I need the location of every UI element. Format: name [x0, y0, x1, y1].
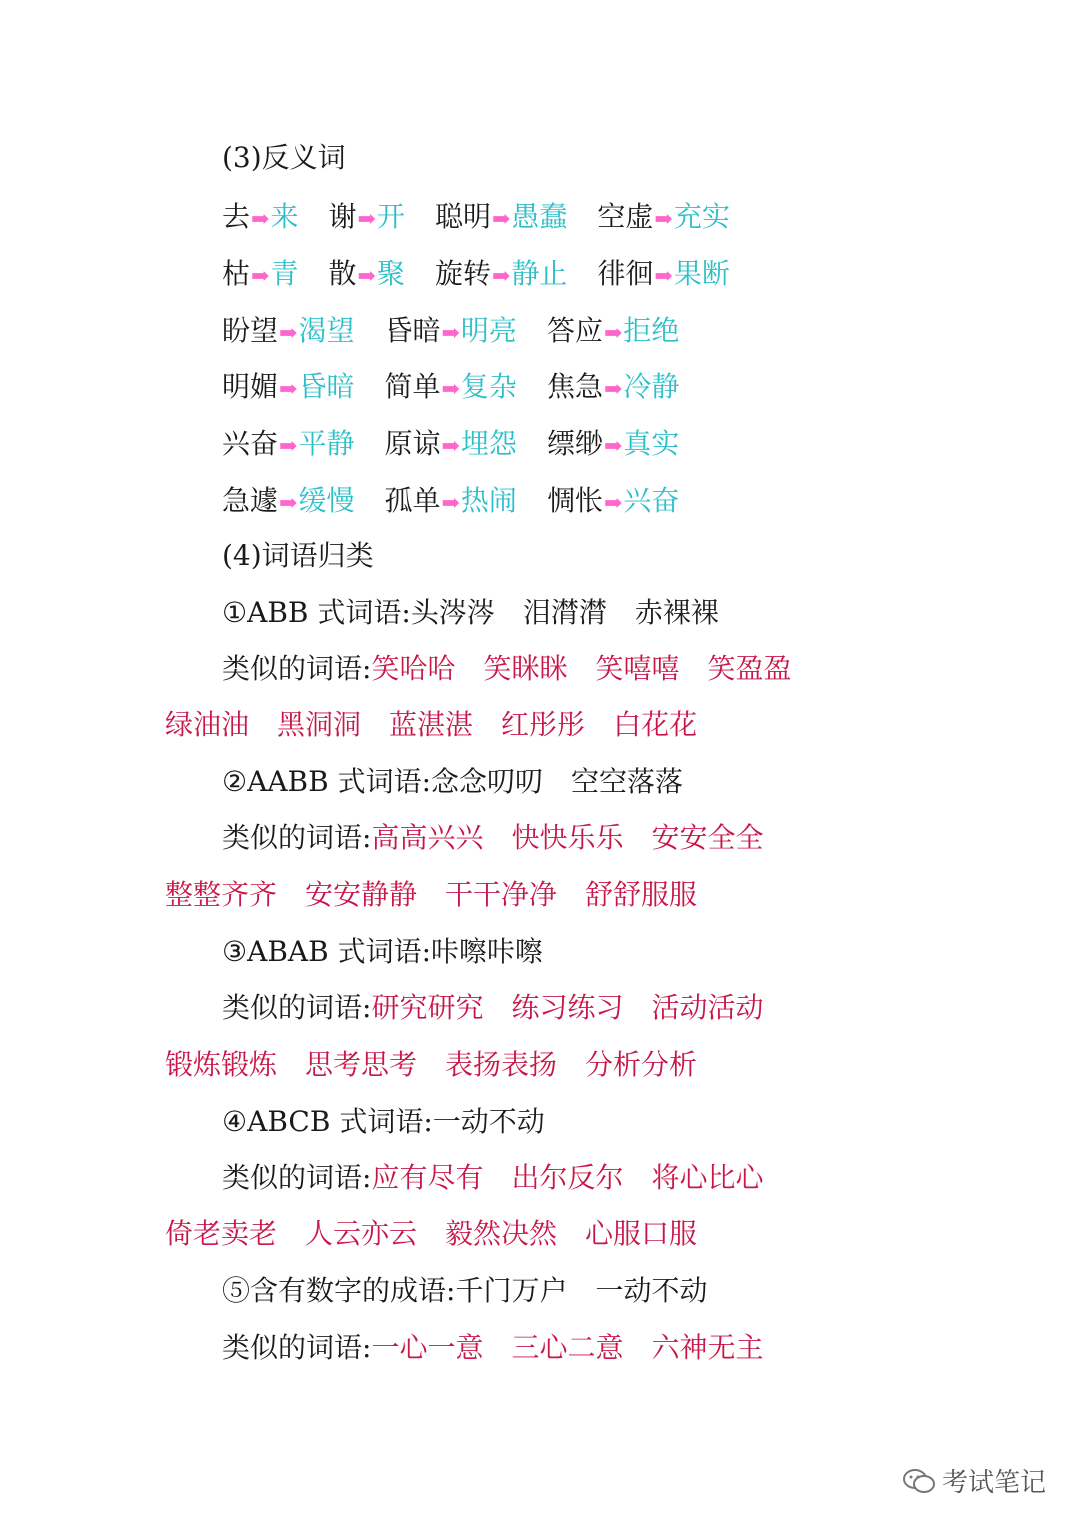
antonym-row	[222, 367, 709, 410]
antonym-row	[222, 311, 709, 354]
antonym-answer: 聚	[376, 257, 405, 290]
example-word: 念念叨叨	[431, 765, 544, 798]
similar-word: 思考思考	[305, 1048, 418, 1081]
antonym-word: 简单	[384, 370, 441, 403]
arrow-icon: ➡	[603, 377, 623, 402]
similar-word: 整整齐齐	[165, 878, 278, 911]
antonym-word: 徘徊	[597, 257, 654, 290]
antonym-pair	[597, 197, 729, 240]
antonym-answer: 开	[376, 200, 405, 233]
similar-line-continued	[165, 1045, 725, 1085]
similar-word: 干干净净	[445, 878, 558, 911]
antonym-answer: 冷静	[623, 370, 680, 403]
arrow-icon: ➡	[441, 377, 460, 402]
similar-line-continued	[165, 1214, 725, 1254]
antonym-pair	[328, 254, 404, 297]
group-title-line	[222, 1271, 735, 1311]
section-heading	[222, 536, 374, 576]
antonym-word: 兴奋	[222, 427, 279, 460]
antonym-pair	[384, 367, 516, 410]
example-word: 赤裸裸	[634, 596, 719, 629]
similar-word: 蓝湛湛	[389, 708, 474, 741]
similar-word: 出尔反尔	[511, 1161, 624, 1194]
similar-line	[222, 1328, 791, 1368]
antonym-word: 急遽	[222, 484, 279, 517]
antonym-pair	[222, 197, 298, 240]
similar-word: 毅然决然	[445, 1217, 558, 1250]
similar-label: 类似的词语:	[222, 1331, 372, 1364]
antonym-word: 散	[328, 257, 357, 290]
antonym-answer: 埋怨	[460, 427, 517, 460]
antonym-answer: 渴望	[298, 314, 355, 347]
group-title: ⑤含有数字的成语:	[222, 1274, 456, 1307]
group-title-line	[222, 593, 747, 633]
similar-word: 安安静静	[305, 878, 418, 911]
watermark	[902, 1462, 1046, 1499]
antonym-answer: 充实	[673, 200, 730, 233]
example-word: 空空落落	[571, 765, 684, 798]
antonym-answer: 平静	[298, 427, 355, 460]
similar-word: 分析分析	[585, 1048, 698, 1081]
similar-label: 类似的词语:	[222, 821, 372, 854]
antonym-word: 孤单	[384, 484, 441, 517]
group-title: ①ABB 式词语:	[222, 596, 411, 629]
antonym-row	[222, 254, 760, 297]
example-word: 泪潸潸	[522, 596, 607, 629]
antonym-answer: 昏暗	[298, 370, 355, 403]
arrow-icon: ➡	[441, 491, 460, 516]
antonym-pair	[384, 311, 516, 354]
section-heading	[222, 138, 346, 178]
antonym-word: 缥缈	[546, 427, 603, 460]
antonym-word: 原谅	[384, 427, 441, 460]
antonym-answer: 真实	[623, 427, 680, 460]
similar-label: 类似的词语:	[222, 991, 372, 1024]
antonym-pair	[547, 481, 679, 524]
arrow-icon: ➡	[279, 434, 298, 459]
arrow-icon: ➡	[654, 207, 673, 232]
arrow-icon: ➡	[654, 264, 673, 289]
watermark-text: 考试笔记	[941, 1468, 1046, 1498]
similar-line-continued	[165, 705, 725, 745]
antonym-answer: 热闹	[460, 484, 517, 517]
arrow-icon: ➡	[491, 207, 511, 232]
similar-word: 应有尽有	[371, 1161, 484, 1194]
similar-word: 倚老卖老	[165, 1217, 278, 1250]
similar-word: 练习练习	[511, 991, 624, 1024]
antonym-answer: 缓慢	[298, 484, 355, 517]
example-word: 咔嚓咔嚓	[431, 935, 544, 968]
antonym-pair	[547, 424, 679, 467]
antonym-pair	[547, 367, 679, 410]
antonym-answer: 兴奋	[623, 484, 680, 517]
antonym-heading: (3)反义词	[222, 141, 346, 174]
antonym-pair	[328, 197, 404, 240]
antonym-pair	[547, 311, 679, 354]
antonym-word: 焦急	[546, 370, 603, 403]
antonym-word: 枯	[222, 257, 251, 290]
antonym-pair	[222, 367, 354, 410]
arrow-icon: ➡	[357, 207, 376, 232]
similar-word: 锻炼锻炼	[165, 1048, 278, 1081]
antonym-answer: 静止	[511, 257, 568, 290]
similar-label: 类似的词语:	[222, 1161, 372, 1194]
antonym-row	[222, 481, 709, 524]
group-title: ④ABCB 式词语:	[222, 1105, 433, 1138]
group-title: ③ABAB 式词语:	[222, 935, 432, 968]
classify-heading: (4)词语归类	[222, 539, 374, 572]
example-word: 一动不动	[432, 1105, 545, 1138]
antonym-answer: 拒绝	[623, 314, 680, 347]
group-title: ②AABB 式词语:	[222, 765, 432, 798]
similar-word: 活动活动	[651, 991, 764, 1024]
antonym-word: 聪明	[434, 200, 491, 233]
antonym-pair	[597, 254, 729, 297]
arrow-icon: ➡	[603, 434, 623, 459]
group-title-line	[222, 932, 571, 972]
antonym-pair	[435, 197, 567, 240]
antonym-answer: 愚蠢	[511, 200, 568, 233]
antonym-answer: 果断	[673, 257, 730, 290]
similar-word: 白花花	[613, 708, 698, 741]
antonym-word: 惆怅	[546, 484, 603, 517]
antonym-pair	[222, 254, 298, 297]
similar-word: 表扬表扬	[445, 1048, 558, 1081]
arrow-icon: ➡	[603, 321, 623, 346]
antonym-row	[222, 197, 760, 240]
example-word: 一动不动	[595, 1274, 708, 1307]
antonym-pair	[384, 481, 516, 524]
antonym-answer: 复杂	[460, 370, 517, 403]
similar-line	[222, 649, 820, 689]
group-title-line	[222, 762, 711, 802]
antonym-word: 答应	[546, 314, 603, 347]
antonym-pair	[384, 424, 516, 467]
similar-word: 心服口服	[585, 1217, 698, 1250]
arrow-icon: ➡	[279, 377, 298, 402]
similar-label: 类似的词语:	[222, 652, 372, 685]
arrow-icon: ➡	[251, 207, 270, 232]
similar-word: 三心二意	[511, 1331, 624, 1364]
arrow-icon: ➡	[251, 264, 270, 289]
similar-line	[222, 988, 791, 1028]
arrow-icon: ➡	[441, 321, 460, 346]
antonym-word: 旋转	[434, 257, 491, 290]
antonym-pair	[222, 481, 354, 524]
arrow-icon: ➡	[279, 491, 298, 516]
arrow-icon: ➡	[491, 264, 511, 289]
similar-word: 笑嘻嘻	[595, 652, 680, 685]
similar-word: 快快乐乐	[511, 821, 624, 854]
antonym-answer: 青	[270, 257, 299, 290]
similar-word: 笑眯眯	[483, 652, 568, 685]
arrow-icon: ➡	[441, 434, 460, 459]
antonym-word: 谢	[328, 200, 357, 233]
similar-word: 舒舒服服	[585, 878, 698, 911]
wechat-icon	[902, 1468, 936, 1494]
arrow-icon: ➡	[603, 491, 623, 516]
arrow-icon: ➡	[279, 321, 298, 346]
similar-word: 笑盈盈	[707, 652, 792, 685]
antonym-word: 空虚	[597, 200, 654, 233]
antonym-row	[222, 424, 709, 467]
antonym-answer: 来	[270, 200, 299, 233]
similar-word: 人云亦云	[305, 1217, 418, 1250]
example-word: 头涔涔	[410, 596, 495, 629]
similar-word: 研究研究	[371, 991, 484, 1024]
similar-word: 黑洞洞	[277, 708, 362, 741]
similar-word: 将心比心	[651, 1161, 764, 1194]
antonym-word: 去	[222, 200, 251, 233]
antonym-word: 明媚	[222, 370, 279, 403]
similar-word: 红彤彤	[501, 708, 586, 741]
example-word: 千门万户	[455, 1274, 568, 1307]
arrow-icon: ➡	[357, 264, 376, 289]
similar-word: 绿油油	[165, 708, 250, 741]
similar-word: 高高兴兴	[371, 821, 484, 854]
similar-line	[222, 818, 791, 858]
antonym-word: 昏暗	[384, 314, 441, 347]
antonym-pair	[222, 424, 354, 467]
similar-line-continued	[165, 875, 725, 915]
similar-word: 六神无主	[651, 1331, 764, 1364]
similar-word: 安安全全	[651, 821, 764, 854]
group-title-line	[222, 1102, 573, 1142]
similar-line	[222, 1158, 791, 1198]
antonym-word: 盼望	[222, 314, 279, 347]
antonym-pair	[435, 254, 567, 297]
similar-word: 一心一意	[371, 1331, 484, 1364]
antonym-answer: 明亮	[460, 314, 517, 347]
antonym-pair	[222, 311, 354, 354]
similar-word: 笑哈哈	[371, 652, 456, 685]
